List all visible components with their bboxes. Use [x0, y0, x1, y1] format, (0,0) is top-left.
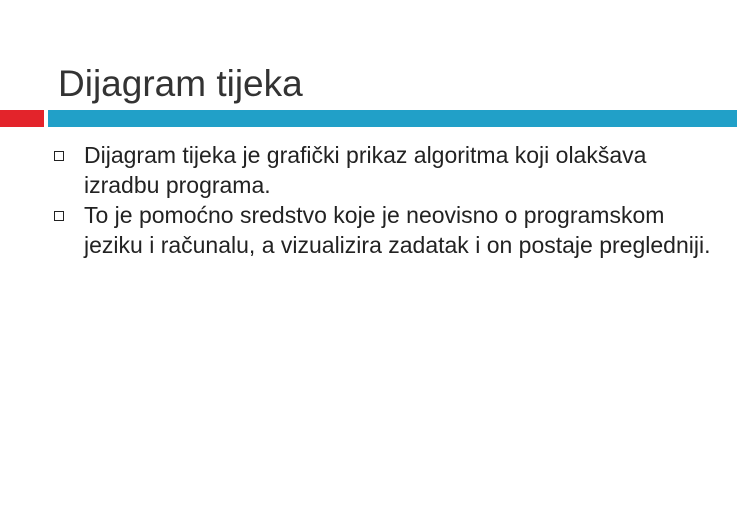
square-bullet-icon — [54, 151, 64, 161]
title-accent-blue-bar — [48, 110, 737, 127]
square-bullet-icon — [54, 211, 64, 221]
title-accent-red-bar — [0, 110, 44, 127]
bullet-item — [54, 200, 714, 260]
bullet-text: Dijagram tijeka je grafički prikaz algoritma koji olakšava izradbu programa. — [84, 142, 647, 198]
bullet-text: To je pomoćno sredstvo koje je neovisno o programskom jeziku i računalu, a vizualizira zadatak i on postaje pregledniji. — [84, 202, 711, 258]
slide-title: Dijagram tijeka — [58, 63, 303, 104]
bullet-item — [54, 140, 714, 200]
bullet-list — [54, 140, 714, 260]
